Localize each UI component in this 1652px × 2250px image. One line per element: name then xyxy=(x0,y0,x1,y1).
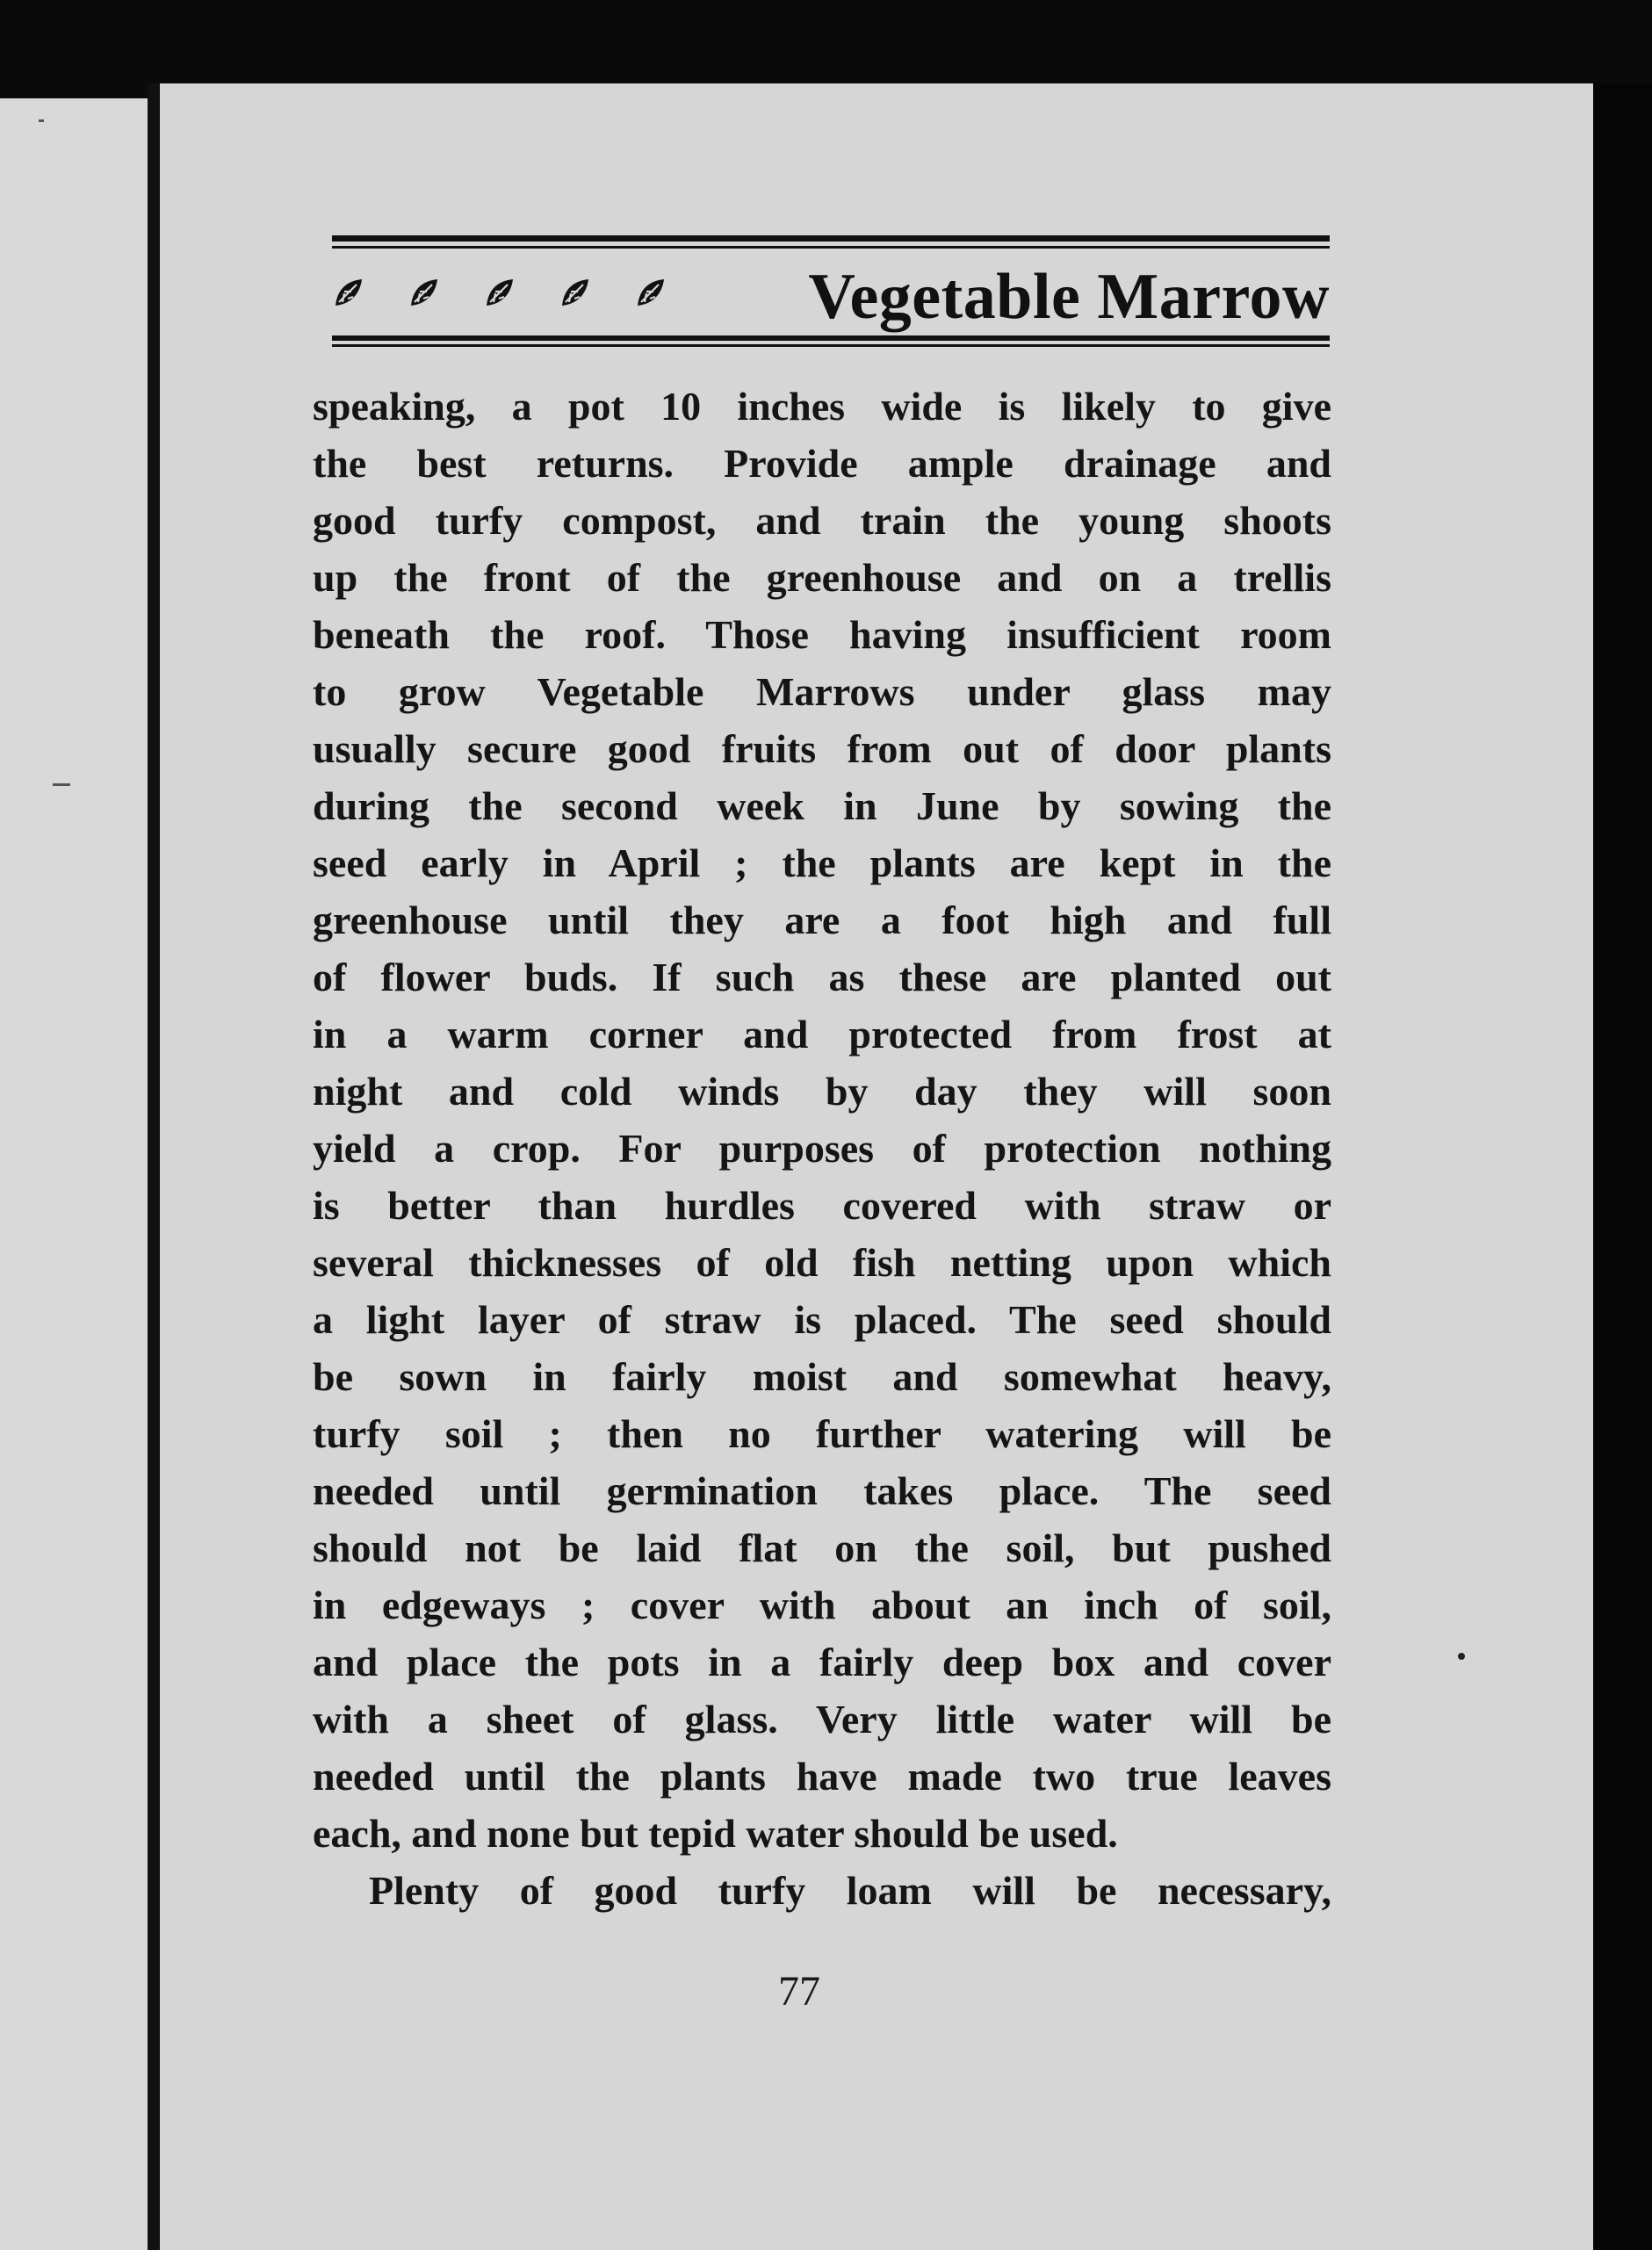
ornament-row xyxy=(332,276,667,309)
leaf-ornament-icon xyxy=(634,276,667,309)
scan-speck xyxy=(1458,1653,1465,1660)
text-line: several thicknesses of old fish netting upon which xyxy=(313,1240,1331,1285)
page-right-edge xyxy=(1593,83,1652,2250)
leaf-ornament-icon xyxy=(408,276,441,309)
text-line: turfy soil ; then no further watering will be xyxy=(313,1411,1331,1456)
text-line: in a warm corner and protected from frost at xyxy=(313,1012,1331,1056)
text-line-paragraph-start: Plenty of good turfy loam will be necessary, xyxy=(369,1868,1331,1913)
text-line: in edgeways ; cover with about an inch of soil, xyxy=(313,1583,1331,1627)
text-line: a light layer of straw is placed. The seed should xyxy=(313,1297,1331,1342)
leaf-ornament-icon xyxy=(332,276,365,309)
text-line: good turfy compost, and train the young shoots xyxy=(313,498,1331,543)
running-head xyxy=(332,235,1330,362)
text-line: speaking, a pot 10 inches wide is likely to give xyxy=(313,384,1331,429)
facing-page-edge xyxy=(0,98,148,2250)
header-rule-top-thin xyxy=(332,246,1330,249)
text-line: be sown in fairly moist and somewhat heavy, xyxy=(313,1354,1331,1399)
text-line: should not be laid flat on the soil, but pushed xyxy=(313,1525,1331,1570)
text-line: the best returns. Provide ample drainage and xyxy=(313,441,1331,486)
facing-page-speck xyxy=(53,783,70,786)
page-title: Vegetable Marrow xyxy=(808,261,1330,333)
text-line: night and cold winds by day they will soon xyxy=(313,1069,1331,1114)
leaf-ornament-icon xyxy=(559,276,592,309)
body-text xyxy=(313,378,1331,1919)
leaf-ornament-icon xyxy=(483,276,516,309)
header-rule-top xyxy=(332,235,1330,242)
facing-page-speck xyxy=(39,119,44,122)
header-rule-bottom-thin xyxy=(332,344,1330,347)
text-line: during the second week in June by sowing the xyxy=(313,783,1331,828)
text-line: is better than hurdles covered with straw or xyxy=(313,1183,1331,1228)
text-line: up the front of the greenhouse and on a trellis xyxy=(313,555,1331,600)
header-rule-bottom xyxy=(332,335,1330,341)
text-line: usually secure good fruits from out of door plants xyxy=(313,726,1331,771)
text-line: beneath the roof. Those having insufficient room xyxy=(313,612,1331,657)
text-line: yield a crop. For purposes of protection nothing xyxy=(313,1126,1331,1171)
text-line: each, and none but tepid water should be used. xyxy=(313,1811,1118,1856)
text-line: to grow Vegetable Marrows under glass may xyxy=(313,669,1331,714)
page-number: 77 xyxy=(778,1968,820,2015)
text-line: of flower buds. If such as these are planted out xyxy=(313,955,1331,999)
text-line: seed early in April ; the plants are kept in the xyxy=(313,840,1331,885)
text-line: and place the pots in a fairly deep box and cover xyxy=(313,1640,1331,1684)
text-line: greenhouse until they are a foot high and full xyxy=(313,898,1331,942)
text-line: with a sheet of glass. Very little water will be xyxy=(313,1697,1331,1742)
text-line: needed until the plants have made two true leaves xyxy=(313,1754,1331,1799)
text-line: needed until germination takes place. The seed xyxy=(313,1468,1331,1513)
book-gutter xyxy=(148,83,160,2250)
